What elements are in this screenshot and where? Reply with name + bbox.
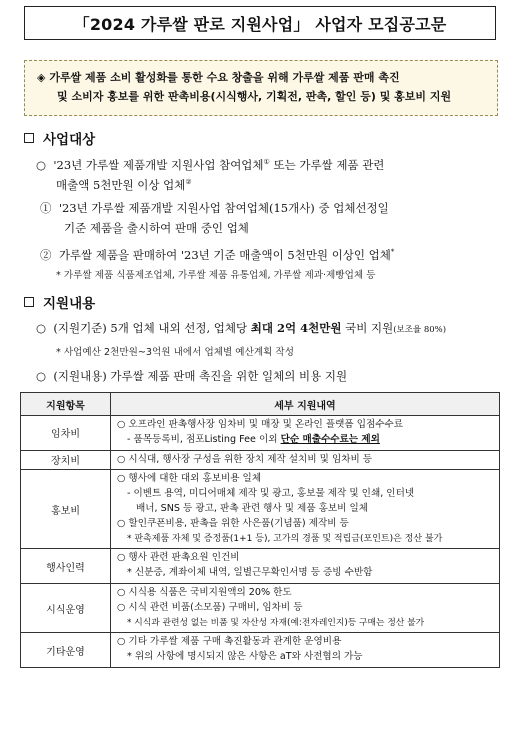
detail-line: * 신분증, 계좌이체 내역, 일별근무확인서명 등 증빙 수반함 <box>127 567 373 579</box>
category-cell: 시식운영 <box>21 583 111 632</box>
detail-line: ○ 시식대, 행사장 구성을 위한 장치 제작 설치비 및 임차비 등 <box>117 453 373 465</box>
detail-line: * 위의 사항에 명시되지 않은 사항은 aT와 사전협의 가능 <box>127 651 363 663</box>
detail-line: - 이벤트 용역, 미디어매체 제작 및 광고, 홍보물 제작 및 인쇄, 인터넷 <box>127 488 415 500</box>
checkbox-square-icon <box>24 133 34 143</box>
detail-line: ○ 시식용 식품은 국비지원액의 20% 한도 <box>117 586 292 598</box>
detail-cell <box>111 549 500 584</box>
target-main-text-c: 매출액 5천만원 이상 업체 <box>56 177 186 192</box>
circle-bullet-icon: ○ <box>36 157 47 172</box>
target-item-2-line <box>40 242 394 265</box>
table-row <box>21 416 500 451</box>
number-1-icon: ① <box>40 201 52 215</box>
detail-cell <box>111 583 500 632</box>
detail-cell <box>111 633 500 668</box>
detail-line: * 판촉제품 자체 및 증정품(1+1 등), 고가의 경품 및 적립금(포인트)은 정산 불가 <box>127 533 443 544</box>
support-basis-text-b: 국비 지원 <box>341 321 394 335</box>
summary-box <box>24 60 498 116</box>
section-title: 사업대상 <box>43 132 96 148</box>
detail-line: ○ 시식 관련 비품(소모품) 구매비, 임차비 등 <box>117 601 303 613</box>
detail-line: ○ 행사 관련 판촉요원 인건비 <box>117 552 240 564</box>
target-item-1-line-1 <box>40 198 389 218</box>
support-basis-note: * 사업예산 2천만원~3억원 내에서 업체별 예산계획 작성 <box>56 347 294 358</box>
detail-line: ○ 할인쿠폰비용, 판촉을 위한 사은품(기념품) 제작비 등 <box>117 517 349 529</box>
support-content-text: (지원내용) 가루쌀 제품 판매 촉진을 위한 일체의 비용 지원 <box>53 369 348 383</box>
summary-line-1 <box>37 68 487 87</box>
column-header: 세부 지원내역 <box>111 393 500 416</box>
table-row <box>21 583 500 632</box>
footnote-mark: ② <box>185 178 192 186</box>
detail-cell <box>111 470 500 549</box>
detail-line <box>117 433 495 448</box>
footnote-mark: * <box>390 248 395 256</box>
diamond-bullet-icon: ◈ <box>37 71 46 84</box>
summary-line-2: 및 소비자 홍보를 위한 판촉비용(시식행사, 기획전, 판촉, 할인 등) 및 홍보비 지원 <box>57 90 452 103</box>
footnote-mark: ① <box>263 158 270 166</box>
number-2-icon: ② <box>40 247 52 262</box>
category-cell: 장치비 <box>21 450 111 470</box>
detail-line: ○ 오프라인 판촉행사장 임차비 및 매장 및 온라인 플랫폼 입점수수료 <box>117 419 404 430</box>
page-title: 「2024 가루쌀 판로 지원사업」 사업자 모집공고문 <box>24 6 496 40</box>
detail-line: ○ 기타 가루쌀 제품 구매 촉진활동과 관계한 운영비용 <box>117 636 342 648</box>
target-item-2-text: 가루쌀 제품을 판매하여 '23년 기준 매출액이 5천만원 이상인 업체 <box>58 247 391 262</box>
detail-line: 배너, SNS 등 광고, 판촉 관련 행사 및 제품 홍보비 일체 <box>136 502 369 514</box>
target-main-line-2 <box>56 172 192 195</box>
support-basis-max: 최대 2억 4천만원 <box>250 321 342 335</box>
target-item-1-text: '23년 가루쌀 제품개발 지원사업 참여업체(15개사) 중 업체선정일 <box>58 201 389 215</box>
category-cell: 행사인력 <box>21 549 111 584</box>
target-main-text-a: '23년 가루쌀 제품개발 지원사업 참여업체 <box>53 157 264 172</box>
category-cell: 홍보비 <box>21 470 111 549</box>
table-row <box>21 450 500 470</box>
support-content-line <box>36 366 347 386</box>
support-basis-rate: (보조율 80%) <box>393 325 447 335</box>
detail-emphasis: 단순 매출수수료는 제외 <box>280 433 380 445</box>
detail-cell <box>111 416 500 451</box>
detail-line: * 시식과 관련성 없는 비품 및 자산성 자재(예:전자레인지)등 구매는 정산 불가 <box>127 617 425 628</box>
support-basis-text-a: (지원기준) 5개 업체 내외 선정, 업체당 <box>53 321 251 335</box>
support-basis-line <box>36 318 446 340</box>
target-item-1-line-2: 기준 제품을 출시하여 판매 중인 업체 <box>64 221 249 235</box>
table-header-row <box>21 393 500 416</box>
section-heading-target <box>24 128 95 148</box>
circle-bullet-icon: ○ <box>36 369 47 383</box>
detail-text: - 품목등록비, 점포Listing Fee 이외 <box>127 433 281 445</box>
summary-text-1: 가루쌀 제품 소비 활성화를 통한 수요 창출을 위해 가루쌀 제품 판매 촉진 <box>49 71 400 84</box>
detail-cell <box>111 450 500 470</box>
category-cell: 임차비 <box>21 416 111 451</box>
support-table <box>20 392 500 668</box>
section-heading-support <box>24 292 95 312</box>
target-main-text-b: 또는 가루쌀 제품 관련 <box>269 157 385 172</box>
circle-bullet-icon: ○ <box>36 321 47 335</box>
table-row <box>21 470 500 549</box>
category-cell: 기타운영 <box>21 633 111 668</box>
section-title: 지원내용 <box>43 296 96 312</box>
target-note: * 가루쌀 제품 식품제조업체, 가루쌀 제품 유통업체, 가루쌀 제과·제빵업체 등 <box>56 270 376 281</box>
table-row <box>21 549 500 584</box>
checkbox-square-icon <box>24 297 34 307</box>
detail-line: ○ 행사에 대한 대외 홍보비용 일체 <box>117 473 262 485</box>
table-row <box>21 633 500 668</box>
column-header: 지원항목 <box>21 393 111 416</box>
